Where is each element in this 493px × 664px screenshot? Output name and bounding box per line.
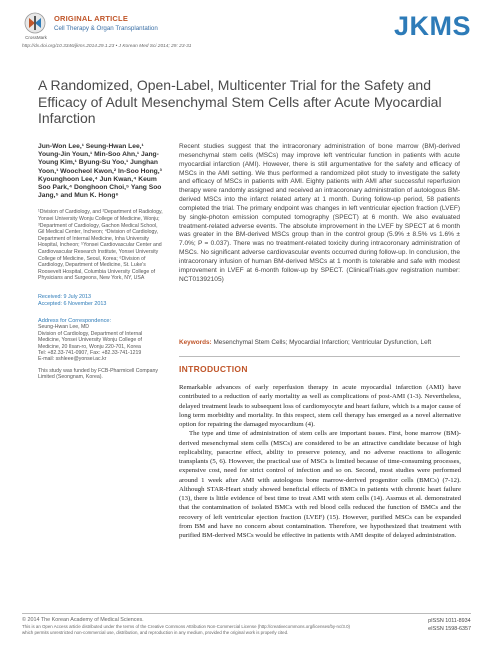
footer-divider [22,613,471,614]
copyright-line: © 2014 The Korean Academy of Medical Sciences. [22,617,144,623]
author-list: Jun-Won Lee,¹ Seung-Hwan Lee,¹ Young-Jin Youn,¹ Min-Soo Ahn,¹ Jang-Young Kim,¹ Byung-Su Yoo,¹ Junghan Yoon,¹ Woocheol Kwon,² In-Soo Hong,³ Kyounghoon Lee,⁴ Jun Kwan,⁴ Keum Soo Park,⁴ Donghoon Choi,⁵ Yang Soo Jang,⁵ and Mun K. Hong⁶ [38,143,162,200]
footer-copyright-block [22,617,352,635]
keywords [179,339,460,347]
pissn: pISSN 1011-8934 [428,618,471,624]
crossmark-label: CrossMark [25,35,47,40]
article-type: ORIGINAL ARTICLE [54,14,129,23]
eissn: eISSN 1598-6357 [428,626,471,632]
correspondence-title: Address for Correspondence: [38,317,112,324]
correspondence-block [38,318,164,363]
affiliations: ¹Division of Cardiology, and ²Department of Radiology, Yonsei University Wonju College of Medicine, Wonju; ³Department of Cardiology, Gachon Medical School, Gil Medical Center, Incheon; ⁴Division of Cardiology, Department of Internal Medicine, Inha University Hospital, Incheon; ⁵Yonsei Cardiovascular Center and Cardiovascular Research Institute, Yonsei University College of Medicine, Seoul, Korea; ⁶Division of Cardiology, Department of Medicine, St. Luke's Roosevelt Hospital, Columbia University College of Physicians and Surgeons, New York, NY, USA [38,209,163,282]
accepted-date: Accepted: 6 November 2013 [38,300,107,307]
funding-note: This study was funded by FCB-Pharmicell Company Limited (Seongnam, Korea). [38,367,158,381]
received-date: Received: 9 July 2013 [38,293,92,300]
abstract: Recent studies suggest that the intracoronary administration of bone marrow (BM)-derived mesenchymal stem cells (MSCs) may improve left ventricular function in patients with acute myocardial infarction (AMI). However, there is still argumentative for the safety and efficacy of MSCs in the AMI setting. We thus performed a randomized pilot study to investigate the safety and efficacy of MSCs in patients with AMI. Eighty patients with AMI after successful reperfusion therapy were randomly assigned and received an intracoronary administration of autologous BM-derived MSCs into the infarct related artery at 1 month. During follow-up period, 58 patients completed the trial. The primary endpoint was changes in left ventricular ejection fraction (LVEF) by single-photon emission computed tomography (SPECT) at 6 month. We also evaluated treatment-related adverse events. The absolute improvement in the LVEF by SPECT at 6 month was greater in the BM-derived MSCs group than in the control group (5.9% ± 8.5% vs 1.6% ± 7.0%; P = 0.037). There was no treatment-related toxicity during intracoronary administration of MSCs. No significant adverse cardiovascular events occurred during follow-up. In conclusion, the intracoronary infusion of human BM-derived MSCs at 1 month is tolerable and safe with modest improvement in LVEF at 6-month follow-up by SPECT. (ClinicalTrials.gov registration number: NCT01392105) [179,143,460,283]
intro-paragraph: Remarkable advances of early reperfusion therapy in acute myocardial infarction (AMI) have contributed to a reduction of early mortality as well as complications of post-AMI (1-3). Nevertheless, delayed treatment leads to subsequent loss of cardiomyocyte and heart failure, which is a major cause of long term morbidity and mortality. In this respect, stem cell therapy has emerged as a novel alternative option for repairing the damaged myocardium (4). [179,384,461,428]
journal-logo: JKMS [393,11,471,41]
introduction-body [179,383,461,540]
correspondence-address: Division of Cardiology, Department of Internal Medicine, Yonsei University Wonju College of Medicine, 20 Ilsan-ro, Wonju 220-701, Korea [38,330,143,350]
keywords-label: Keywords: [179,339,212,346]
crossmark-icon[interactable] [22,12,48,36]
intro-paragraph: The type and time of administration of stem cells are important issues. First, bone marrow (BM)-derived mesenchymal stem cells (MSCs) are considered to be an attractive candidate because of high replicability, paracrine effect, ability to preserve potency, and no adverse reactions to allogenic transplants (5, 6). However, the practical use of MSCs is limited because of time-consuming processes, expensive cost, need for strict control of infection and so on. Second, most studies were performed around 1 week after AMI with autologous bone marrow-derived progenitor cells (BMCs) (7-12). Although STAR-Heart study showed beneficial effects of BMCs in patients with chronic heart failure (13), there is little evidence of best time to treat AMI with stem cells (14). Assmus et al. demonstrated that the contamination of isolated BMCs with red blood cells reduced the function of BMCs and the recovery of left ventricular ejection fraction (LVEF) (15). However, purified MSCs can be expanded from BM and have no concern about contamination. Therefore, we hypothesized that treatment with purified BM-derived MSCs would be effective in patients with AMI despite of delayed administration. [179,430,461,539]
correspondence-email[interactable]: E-mail: sshleee@yonsei.ac.kr [38,356,107,363]
issn-block [428,617,471,633]
license-text: This is an Open Access article distributed under the terms of the Creative Commons Attribution Non-Commercial License (http://creativecommons.org/licenses/by-nc/3.0) which permits unrestricted non-commercial use, distribution, and reproduction in any medium, provided the original work is properly cited. [22,624,350,635]
section-divider [179,356,460,357]
author-column [38,143,164,381]
article-title: A Randomized, Open-Label, Multicenter Trial for the Safety and Efficacy of Adult Mesenchymal Stem Cells after Acute Myocardial Infarction [38,77,442,126]
article-dates [38,294,164,308]
doi-citation[interactable]: http://dx.doi.org/10.3346/jkms.2014.29.1.23 • J Korean Med Sci 2014; 29: 23-31 [22,44,192,49]
correspondence-phone: Tel: +82.33-741-0907, Fax: +82.33-741-1219 [38,349,142,356]
article-section: Cell Therapy & Organ Transplantation [54,25,158,32]
correspondence-name: Seung-Hwan Lee, MD [38,324,90,331]
introduction-heading: INTRODUCTION [179,364,248,374]
keywords-text: Mesenchymal Stem Cells; Myocardial Infarction; Ventricular Dysfunction, Left [213,339,432,346]
